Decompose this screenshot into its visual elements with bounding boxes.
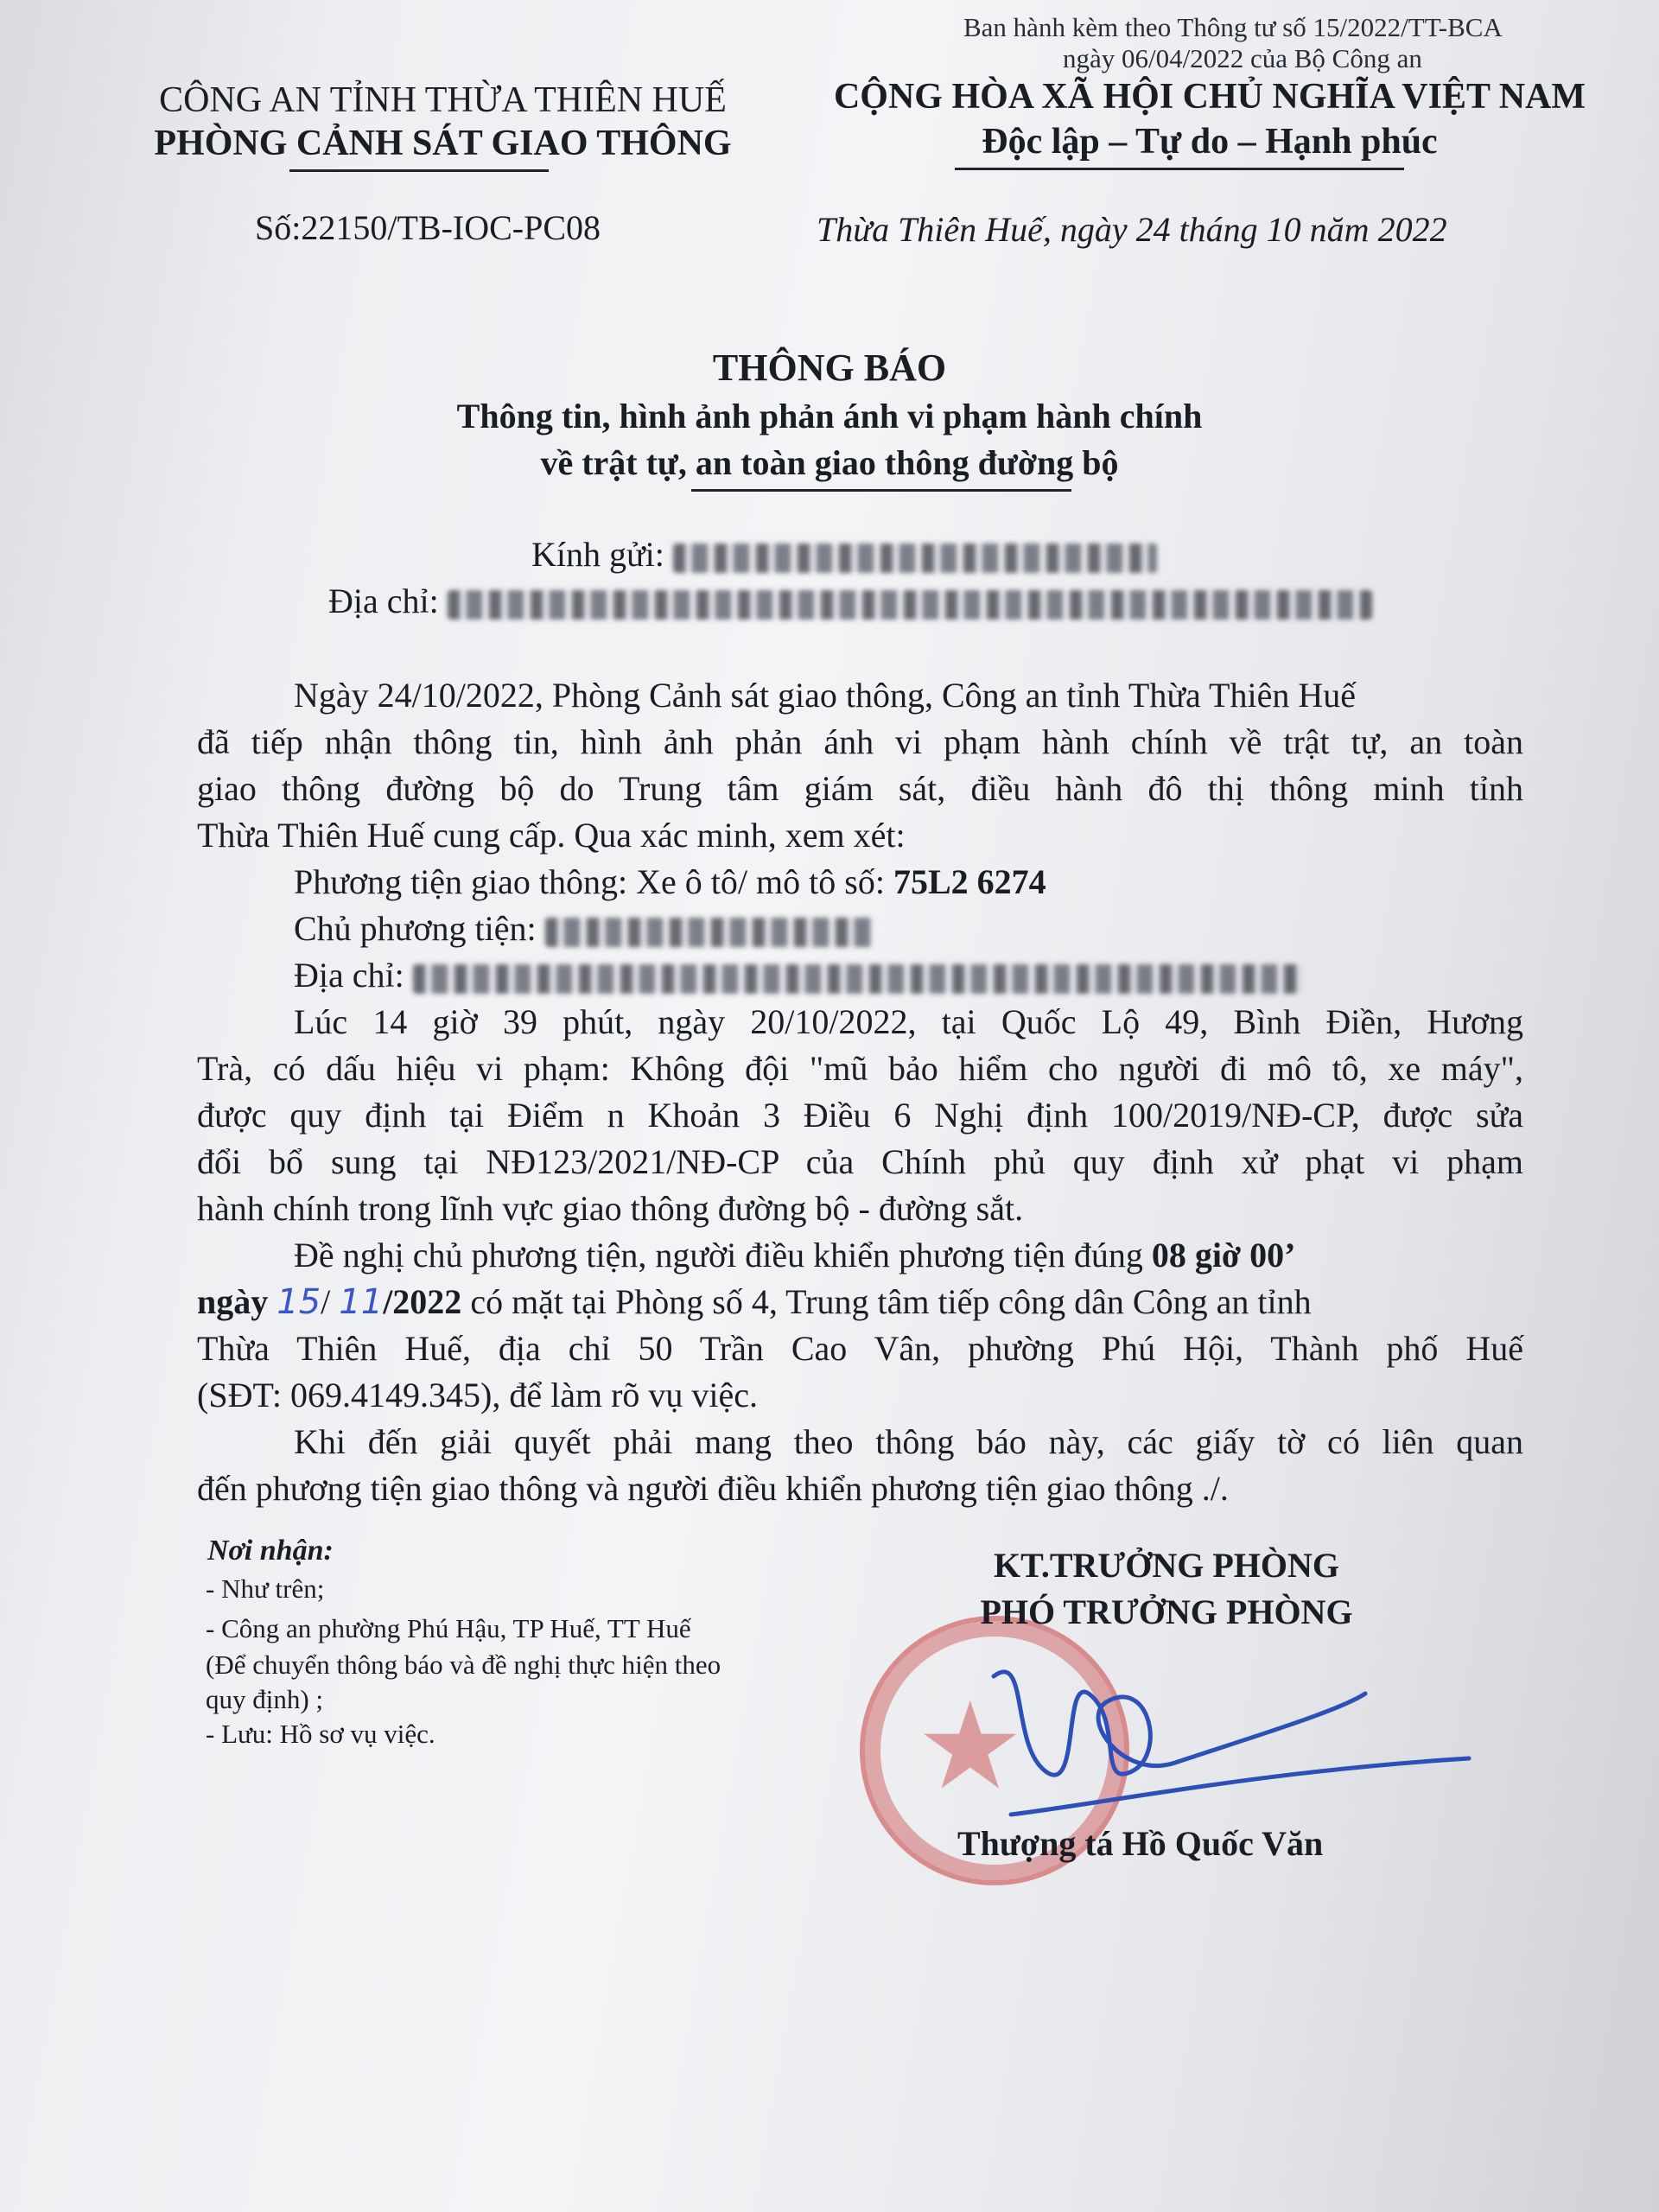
- republic-name: CỘNG HÒA XÃ HỘI CHỦ NGHĨA VIỆT NAM: [833, 77, 1586, 117]
- redacted-owner-name: [545, 918, 874, 947]
- recipient-address-row: [328, 581, 1372, 621]
- appointment-year: /2022: [383, 1282, 462, 1321]
- body-p1-line1: Ngày 24/10/2022, Phòng Cảnh sát giao thông, Công an tỉnh Thừa Thiên Huế: [294, 676, 1356, 715]
- appointment-time: 08 giờ 00’: [1151, 1236, 1296, 1274]
- motto-underline: [955, 168, 1404, 170]
- appointment-request: Đề nghị chủ phương tiện, người điều khiển phương tiện đúng: [294, 1236, 1143, 1274]
- body-p3-line4: (SĐT: 069.4149.345), để làm rõ vụ việc.: [197, 1376, 759, 1414]
- body-p2-line1: Lúc 14 giờ 39 phút, ngày 20/10/2022, tại Quốc Lộ 49, Bình Điền, Hương: [294, 1002, 1523, 1041]
- owner-row: [294, 906, 874, 952]
- owner-address-row: [294, 952, 1303, 999]
- department-name: PHÒNG CẢNH SÁT GIAO THÔNG: [154, 124, 732, 163]
- redacted-recipient-address: [448, 590, 1372, 620]
- form-note-line2: ngày 06/04/2022 của Bộ Công an: [1063, 43, 1422, 73]
- body-p3-line1: [294, 1232, 1295, 1279]
- body-p2-line4: đổi bổ sung tại NĐ123/2021/NĐ-CP của Chính phủ quy định xử phạt vi phạm: [197, 1142, 1523, 1181]
- signature-title-2: PHÓ TRƯỞNG PHÒNG: [980, 1592, 1353, 1631]
- body-p4-line2: đến phương tiện giao thông và người điều khiển phương tiện giao thông ./.: [197, 1469, 1229, 1508]
- place-date: Thừa Thiên Huế, ngày 24 tháng 10 năm 2022: [817, 210, 1447, 249]
- form-note-line1: Ban hành kèm theo Thông tư số 15/2022/TT-BCA: [963, 12, 1503, 42]
- document-subtitle-1: Thông tin, hình ảnh phản ánh vi phạm hành chính: [456, 397, 1203, 435]
- appointment-place: có mặt tại Phòng số 4, Trung tâm tiếp công dân Công an tỉnh: [470, 1282, 1312, 1321]
- document-title: THÔNG BÁO: [712, 346, 947, 389]
- appointment-day-label: ngày: [197, 1282, 269, 1321]
- handwritten-signature: [976, 1642, 1495, 1840]
- recipient-item-5: - Lưu: Hồ sơ vụ việc.: [206, 1719, 435, 1749]
- redacted-owner-address: [413, 964, 1303, 994]
- body-p2-line3: được quy định tại Điểm n Khoản 3 Điều 6 Nghị định 100/2019/NĐ-CP, được sửa: [197, 1096, 1523, 1135]
- appointment-month: 11: [339, 1282, 384, 1322]
- body-p1-line4: Thừa Thiên Huế cung cấp. Qua xác minh, xem xét:: [197, 816, 906, 855]
- recipient-item-3: (Để chuyển thông báo và đề nghị thực hiện theo: [206, 1649, 721, 1680]
- signer-name: Thượng tá Hồ Quốc Văn: [957, 1824, 1324, 1863]
- redacted-recipient-name: [673, 543, 1157, 573]
- body-p3-line3: Thừa Thiên Huế, địa chỉ 50 Trần Cao Vân, phường Phú Hội, Thành phố Huế: [197, 1329, 1523, 1368]
- recipient-item-4: quy định) ;: [206, 1684, 324, 1714]
- body-p1-line2: đã tiếp nhận thông tin, hình ảnh phản ánh vi phạm hành chính về trật tự, an toàn: [197, 722, 1523, 761]
- license-plate: 75L2 6274: [893, 862, 1046, 901]
- motto: Độc lập – Tự do – Hạnh phúc: [982, 122, 1438, 162]
- owner-address-label: Địa chỉ:: [294, 956, 404, 995]
- document-subtitle-2: về trật tự, an toàn giao thông đường bộ: [540, 443, 1119, 482]
- body-p1-line3: giao thông đường bộ do Trung tâm giám sát, điều hành đô thị thông minh tỉnh: [197, 769, 1523, 808]
- body-p3-line2: ngày 15/ 11/2022 có mặt tại Phòng số 4, Trung tâm tiếp công dân Công an tỉnh: [197, 1282, 1312, 1322]
- recipient-label: Kính gửi:: [531, 535, 664, 574]
- vehicle-row: [294, 859, 1046, 906]
- doc-number: Số:22150/TB-IOC-PC08: [255, 208, 601, 247]
- title-underline: [691, 489, 1071, 492]
- vehicle-label: Phương tiện giao thông: Xe ô tô/ mô tô số:: [294, 862, 885, 901]
- recipient-item-1: - Như trên;: [206, 1573, 325, 1604]
- recipient-item-2: - Công an phường Phú Hậu, TP Huế, TT Huế: [206, 1613, 691, 1643]
- seal-star-icon: ★: [916, 1676, 1025, 1817]
- signature-title-1: KT.TRƯỞNG PHÒNG: [994, 1546, 1339, 1585]
- appointment-day: 15: [276, 1282, 321, 1322]
- body-p2-line5: hành chính trong lĩnh vực giao thông đường bộ - đường sắt.: [197, 1189, 1024, 1228]
- body-p4-line1: Khi đến giải quyết phải mang theo thông báo này, các giấy tờ có liên quan: [294, 1422, 1523, 1461]
- recipient-address-label: Địa chỉ:: [328, 582, 439, 620]
- body-p2-line2: Trà, có dấu hiệu vi phạm: Không đội "mũ bảo hiểm cho người đi mô tô, xe máy",: [197, 1049, 1523, 1088]
- recipient-row: [531, 534, 1157, 575]
- recipients-title: Nơi nhận:: [207, 1535, 334, 1567]
- agency-name: CÔNG AN TỈNH THỪA THIÊN HUẾ: [159, 80, 727, 120]
- department-underline: [289, 169, 549, 172]
- owner-label: Chủ phương tiện:: [294, 909, 537, 948]
